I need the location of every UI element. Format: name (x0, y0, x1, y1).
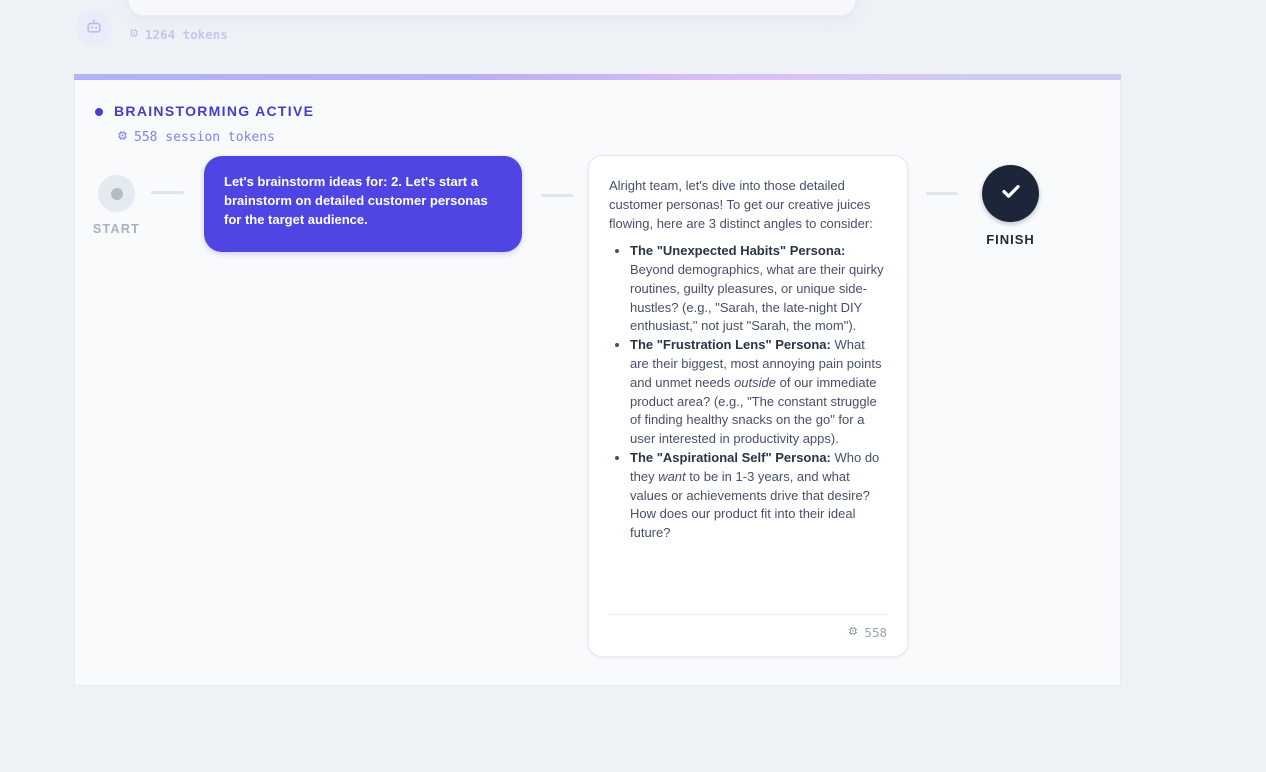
avatar (76, 10, 112, 46)
response-intro: Alright team, let's dive into those detailed customer personas! To get our creative juices flowing, here are 3 distinct angles to consider: (609, 178, 873, 231)
previous-response-card (128, 0, 856, 16)
check-icon (998, 178, 1024, 209)
brainstorm-session-panel (74, 74, 1121, 686)
response-token-count-label: 558 (864, 624, 887, 640)
response-token-count (609, 614, 887, 642)
finish-node (982, 165, 1039, 222)
bullet-body: Who do they (630, 449, 880, 484)
prompt-message-bubble[interactable] (204, 156, 522, 252)
list-item (630, 336, 887, 449)
session-gradient-bar (74, 74, 1121, 80)
bullet-title: The "Unexpected Habits" Persona: (630, 243, 846, 259)
bullet-body: What are their biggest, most annoying pain points and unmet needs (630, 337, 882, 390)
list-item (630, 242, 887, 336)
session-token-count-label: 558 session tokens (134, 130, 275, 145)
session-status-title: BRAINSTORMING ACTIVE (114, 103, 315, 119)
chip-icon (128, 27, 140, 42)
status-dot (95, 108, 103, 116)
response-card[interactable] (588, 155, 908, 657)
bullet-italic: want (658, 468, 686, 484)
start-node-label: START (92, 222, 141, 236)
bullet-title: The "Aspirational Self" Persona: (630, 449, 831, 465)
previous-token-count (128, 27, 228, 42)
start-node (98, 175, 135, 212)
previous-token-count-label: 1264 tokens (145, 27, 228, 42)
session-token-count (116, 129, 275, 146)
chip-icon (116, 129, 129, 146)
bullet-body: of our immediate product area? (e.g., "The constant struggle of finding healthy snacks on the go" for a user interested in productivity apps). (630, 374, 877, 447)
prompt-message-text: Let's brainstorm ideas for: 2. Let's start a brainstorm on detailed customer personas for the target audience. (224, 174, 488, 227)
bullet-body: Beyond demographics, what are their quirky routines, guilty pleasures, or unique side-hustles? (e.g., "Sarah, the late-night DIY enthusiast," not just "Sarah, the mom"). (630, 262, 884, 334)
flow-connector (926, 192, 958, 195)
flow-connector (541, 194, 573, 197)
flow-connector (151, 191, 184, 194)
bullet-body: to be in 1-3 years, and what values or achievements drive that desire? How does our product fit into their ideal future? (630, 468, 870, 541)
finish-node-label: FINISH (986, 232, 1035, 247)
previous-session-remnant (0, 0, 1266, 74)
start-node-dot (111, 188, 123, 200)
response-bullet-list (609, 242, 887, 543)
list-item (630, 449, 887, 543)
bullet-italic: outside (734, 374, 776, 390)
robot-icon (84, 16, 104, 41)
chip-icon (847, 624, 859, 642)
bullet-title: The "Frustration Lens" Persona: (630, 337, 831, 353)
